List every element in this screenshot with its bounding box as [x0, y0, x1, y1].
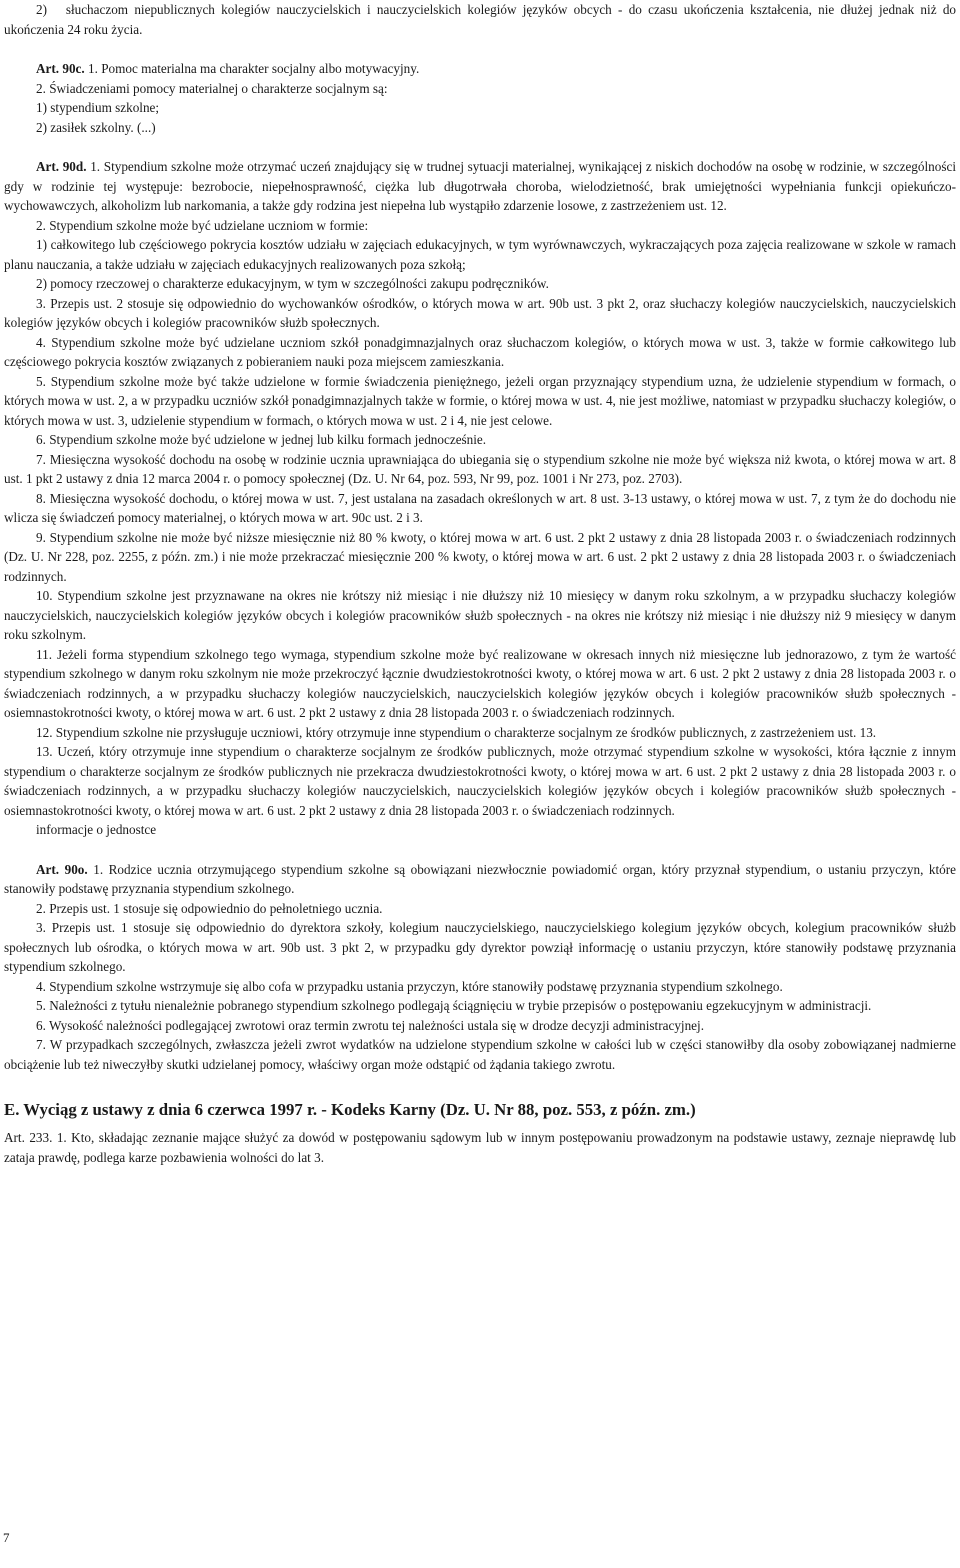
paragraph: 3. Przepis ust. 1 stosuje się odpowiednio do dyrektora szkoły, kolegium nauczycielskiego, nauczycielskiego kolegium języków obcych, kolegium pracowników służb społecznych lub ośrodka, o których mowa w art. 90b ust. 3 pkt 2, w przypadku gdy dyrektor powziął informację o ustaniu przyczyn, które stanowiły podstawę przyznania stypendium szkolnego.: [4, 920, 956, 974]
art90c-paragraph: [4, 59, 956, 79]
art90o-paragraph: [4, 860, 956, 899]
paragraph: 3. Przepis ust. 2 stosuje się odpowiednio do wychowanków ośrodków, o których mowa w art. 90b ust. 3 pkt 2, oraz słuchaczy kolegiów nauczycielskich, nauczycielskich kolegiów języków obcych i kolegiów pracowników służb społecznych.: [4, 295, 956, 330]
note-text: informacje o jednostce: [36, 822, 157, 837]
paragraph: 11. Jeżeli forma stypendium szkolnego tego wymaga, stypendium szkolne może być realizowane w okresach innych niż miesięczne lub jednorazowo, z tym że wartość stypendium szkolnego w danym roku szkolnym nie może przekroczyć łącznie dwudziestokrotności kwoty, o której mowa w art. 6 ust. 2 pkt 2 ustawy z dnia 28 listopada 2003 r. o świadczeniach rodzinnych, a w przypadku słuchaczy kolegiów nauczycielskich, nauczycielskich kolegiów języków obcych i kolegiów pracowników służb społecznych - osiemnastokrotności kwoty, o której mowa w art. 6 ust. 2 pkt 2 ustawy z dnia 28 listopada 2003 r. o świadczeniach rodzinnych.: [4, 646, 956, 720]
paragraph: 7. Miesięczna wysokość dochodu na osobę w rodzinie ucznia uprawniająca do ubiegania się o stypendium szkolne nie może być większa niż kwota, o której mowa w art. 8 ust. 1 pkt 2 ustawy z dnia 12 marca 2004 r. o pomocy społecznej (Dz. U. Nr 64, poz. 593, Nr 99, poz. 1001 i Nr 273, poz. 2703).: [4, 451, 956, 486]
spacer: [4, 137, 956, 157]
paragraph: 5. Stypendium szkolne może być także udzielone w formie świadczenia pieniężnego, jeżeli organ przyznający stypendium uzna, że udzielenie stypendium w formach, o których mowa w ust. 2, a w przypadku uczniów szkół ponadgimnazjalnych także w formie, o której mowa w ust. 4, nie jest możliwe, natomiast w przypadku słuchaczy kolegiów, o których mowa w ust. 3, udzielenie stypendium w formach, o których mowa w ust. 2 i 4, nie jest celowe.: [4, 373, 956, 428]
spacer: [4, 1074, 956, 1098]
list-item: 1) całkowitego lub częściowego pokrycia kosztów udziału w zajęciach edukacyjnych, w tym wyrównawczych, wykraczających poza zajęcia realizowane w szkole w ramach planu nauczania, a także udziału w zajęciach edukacyjnych realizowanych poza szkołą;: [4, 237, 956, 272]
paragraph: 2. Świadczeniami pomocy materialnej o charakterze socjalnym są:: [36, 80, 388, 96]
paragraph: 2. Stypendium szkolne może być udzielane uczniom w formie:: [36, 217, 369, 233]
paragraph: 7. W przypadkach szczególnych, zwłaszcza jeżeli zwrot wydatków na udzielone stypendium szkolne w całości lub w części stanowiłby dla osoby zobowiązanej nadmierne obciążenie lub też niweczyłby skutki udzielanej pomocy, właściwy organ może odstąpić od żądania takiego zwrotu.: [4, 1037, 956, 1072]
paragraph: 2. Przepis ust. 1 stosuje się odpowiednio do pełnoletniego ucznia.: [36, 900, 383, 916]
page-number: 7: [3, 1530, 10, 1545]
paragraph: 4. Stypendium szkolne wstrzymuje się albo cofa w przypadku ustania przyczyn, które stanowiły podstawę przyznania stypendium szkolnego.: [36, 978, 783, 994]
paragraph: 6. Stypendium szkolne może być udzielone w jednej lub kilku formach jednocześnie.: [36, 432, 487, 447]
art90d-paragraph: [4, 157, 956, 216]
paragraph: 13. Uczeń, który otrzymuje inne stypendium o charakterze socjalnym ze środków publicznych, może otrzymać stypendium szkolne w wysokości, która łącznie z innym stypendium o charakterze socjalnym ze środków publicznych nie przekracza dwudziestokrotności kwoty, o której mowa w art. 6 ust. 2 pkt 2 ustawy z dnia 28 listopada 2003 r. o świadczeniach rodzinnych, a w przypadku słuchaczy kolegiów nauczycielskich, nauczycielskich kolegiów języków obcych i kolegiów pracowników służb społecznych - osiemnastokrotności kwoty, o której mowa w art. 6 ust. 2 pkt 2 ustawy z dnia 28 listopada 2003 r. o świadczeniach rodzinnych.: [4, 744, 956, 818]
paragraph: 4. Stypendium szkolne może być udzielane uczniom szkół ponadgimnazjalnych oraz słuchaczom kolegiów, o których mowa w ust. 3, także w formie całkowitego lub częściowego pokrycia kosztów związanych z pobieraniem nauki poza miejscem zamieszkania.: [4, 334, 956, 369]
paragraph: 12. Stypendium szkolne nie przysługuje uczniowi, który otrzymuje inne stypendium o charakterze socjalnym ze środków publicznych, z zastrzeżeniem ust. 13.: [36, 724, 877, 740]
list-item: [4, 0, 956, 39]
paragraph: 6. Wysokość należności podlegającej zwrotowi oraz termin zwrotu tej należności ustala się w drodze decyzji administracyjnej.: [36, 1017, 704, 1033]
paragraph: Art. 233. 1. Kto, składając zeznanie mające służyć za dowód w postępowaniu sądowym lub w innym postępowaniu prowadzonym na podstawie ustawy, zeznaje nieprawdę lub zataja prawdę, podlega karze pozbawienia wolności do lat 3.: [4, 1130, 956, 1165]
paragraph: 8. Miesięczna wysokość dochodu, o której mowa w ust. 7, jest ustalana na zasadach określonych w art. 8 ust. 3-13 ustawy, o której mowa w ust. 7, z tym że do dochodu nie wlicza się świadczeń pomocy materialnej, o których mowa w art. 90c ust. 2 i 3.: [4, 490, 956, 525]
paragraph-text: 1. Stypendium szkolne może otrzymać uczeń znajdujący się w trudnej sytuacji materialnej, wynikającej z niskich dochodów na osobę w rodzinie, w szczególności gdy w rodzinie tej występuje: bezrobocie, niepełnosprawność, ciężka lub długotrwała choroba, wielodzietność, brak umiejętności wypełniania funkcji opiekuńczo-wychowawczych, alkoholizm lub narkomania, a także gdy rodzina jest niepełna lub wystąpiło zdarzenie losowe, z zastrzeżeniem ust. 12.: [4, 159, 957, 213]
section-heading: E. Wyciąg z ustawy z dnia 6 czerwca 1997 r. - Kodeks Karny (Dz. U. Nr 88, poz. 553, z późn. zm.): [4, 1100, 696, 1119]
list-item: 2) pomocy rzeczowej o charakterze edukacyjnym, w tym w szczególności zakupu podręczników.: [36, 276, 549, 291]
paragraph: 9. Stypendium szkolne nie może być niższe miesięcznie niż 80 % kwoty, o której mowa w art. 6 ust. 2 pkt 2 ustawy z dnia 28 listopada 2003 r. o świadczeniach rodzinnych (Dz. U. Nr 228, poz. 2255, z późn. zm.) i nie może przekraczać miesięcznie 200 % kwoty, o której mowa w art. 6 ust. 2 pkt 2 ustawy z dnia 28 listopada 2003 r. o świadczeniach rodzinnych.: [4, 529, 956, 584]
spacer: [4, 39, 956, 59]
paragraph: 10. Stypendium szkolne jest przyznawane na okres nie krótszy niż miesiąc i nie dłuższy niż 10 miesięcy w danym roku szkolnym, a w przypadku słuchaczy kolegiów nauczycielskich, nauczycielskich kolegiów języków obcych i kolegiów pracowników służb społecznych - na okres nie krótszy niż miesiąc i nie dłuższy niż 9 miesięcy w danym roku szkolnym.: [4, 588, 956, 642]
spacer: [4, 840, 956, 860]
article-heading: Art. 90c.: [36, 61, 85, 76]
article-heading: Art. 90o.: [36, 861, 88, 877]
list-item-text: słuchaczom niepublicznych kolegiów nauczycielskich i nauczycielskich kolegiów języków obcych - do czasu ukończenia kształcenia, nie dłużej jednak niż do ukończenia 24 roku życia.: [4, 2, 957, 37]
paragraph: 5. Należności z tytułu nienależnie pobranego stypendium szkolnego podlegają ściągnięciu w trybie przepisów o postępowaniu egzekucyjnym w administracji.: [36, 998, 872, 1013]
document-content: [4, 0, 956, 1167]
list-item: 2) zasiłek szkolny. (...): [36, 119, 156, 135]
paragraph-text: 1. Pomoc materialna ma charakter socjalny albo motywacyjny.: [88, 61, 420, 76]
list-item: 1) stypendium szkolne;: [36, 100, 160, 115]
paragraph-text: 1. Rodzice ucznia otrzymującego stypendium szkolne są obowiązani niezwłocznie powiadomić organ, który przyznał stypendium, o ustaniu przyczyn, które stanowiły podstawę przyznania stypendium szkolnego.: [4, 861, 956, 896]
article-heading: Art. 90d.: [36, 159, 87, 174]
list-item-label: 2): [36, 2, 47, 17]
